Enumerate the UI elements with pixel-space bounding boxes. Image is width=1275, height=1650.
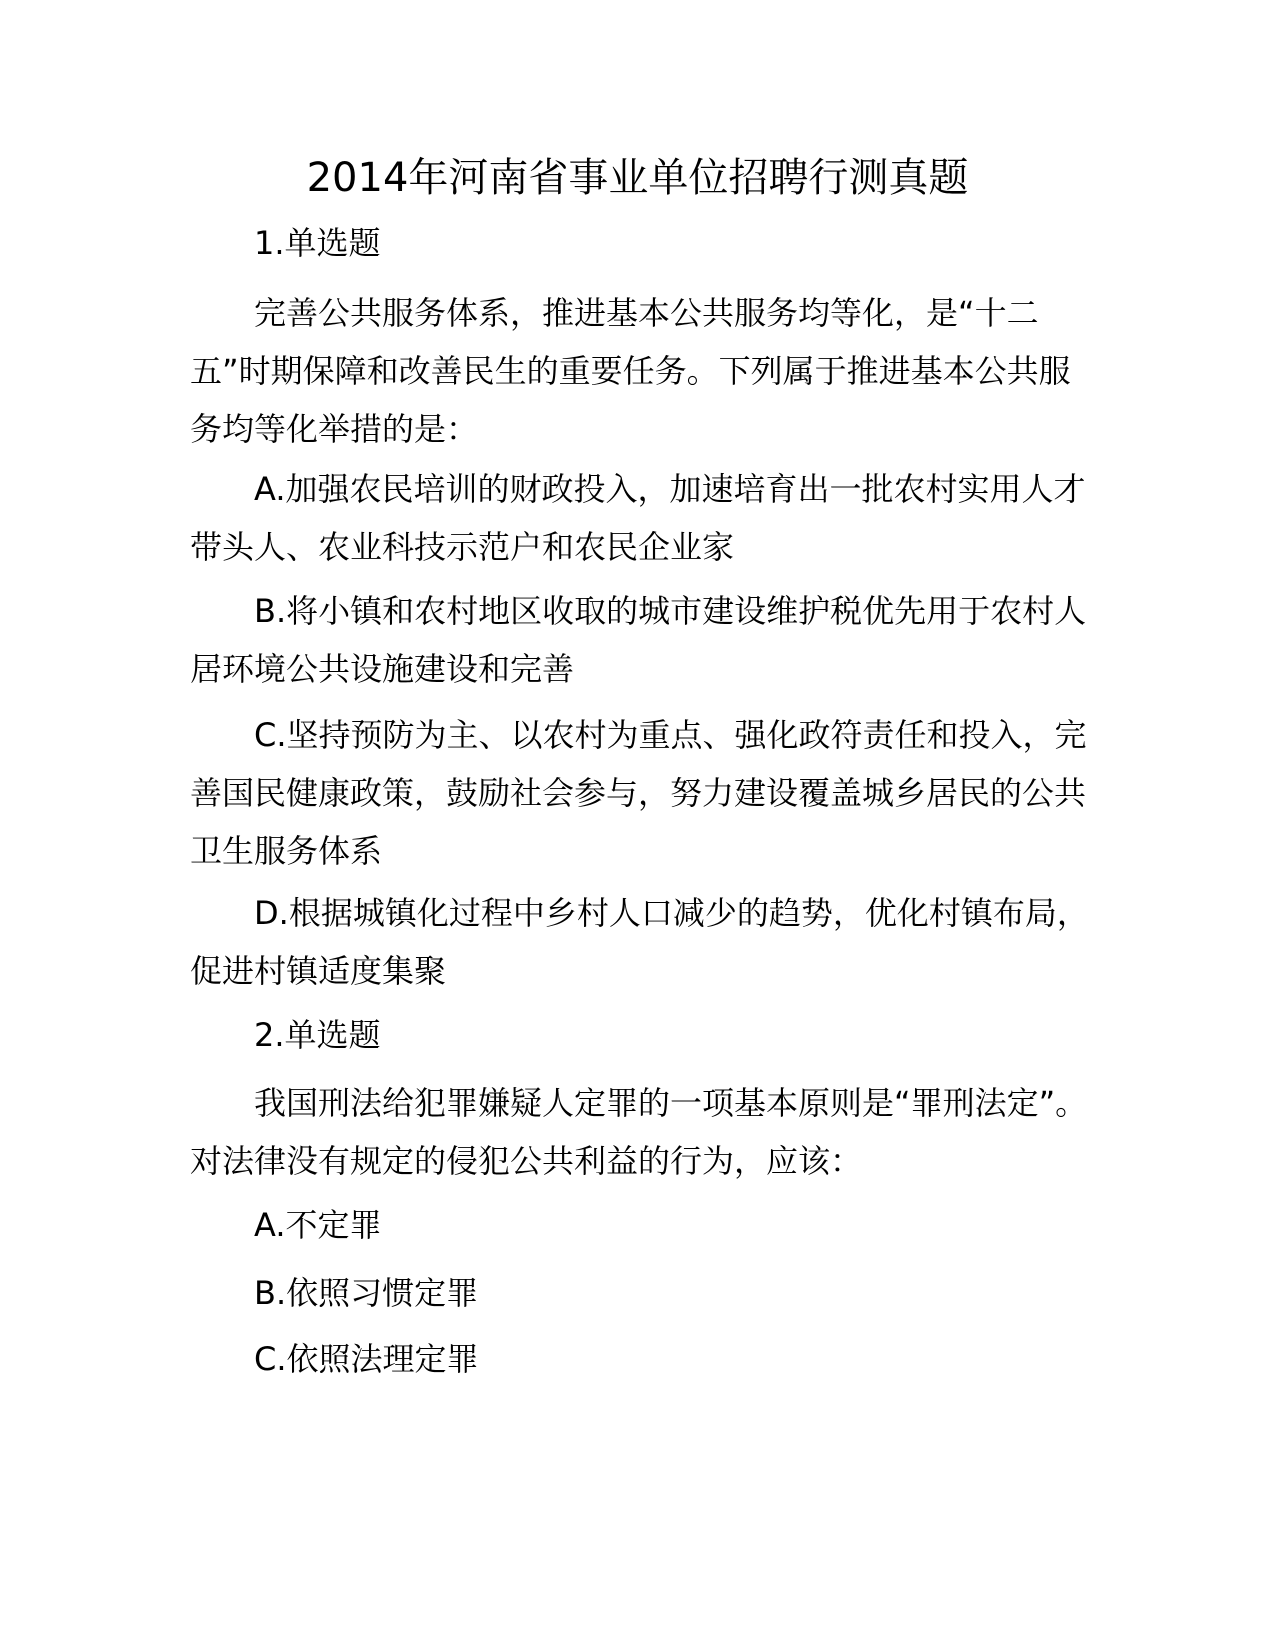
- question-2-label: 2.单选题: [254, 1016, 381, 1054]
- question-1-option-a: A.加强农民培训的财政投入，加速培育出一批农村实用人才带头人、农业科技示范户和农民企业家: [190, 470, 1086, 566]
- question-1-option-c: C.坚持预防为主、以农村为重点、强化政符责任和投入，完善国民健康政策，鼓励社会参与，努力建设覆盖城乡居民的公共卫生服务体系: [190, 716, 1087, 870]
- question-2-option-a: A.不定罪: [254, 1206, 382, 1244]
- question-1-stem: 完善公共服务体系，推进基本公共服务均等化，是“十二五”时期保障和改善民生的重要任务。下列属于推进基本公共服务均等化举措的是：: [190, 294, 1071, 448]
- page-title: 2014年河南省事业单位招聘行测真题: [306, 155, 969, 201]
- question-2-stem: 我国刑法给犯罪嫌疑人定罪的一项基本原则是“罪刑法定”。对法律没有规定的侵犯公共利益的行为，应该：: [190, 1084, 1088, 1180]
- question-2-option-c: C.依照法理定罪: [254, 1340, 479, 1378]
- question-1-option-d: D.根据城镇化过程中乡村人口减少的趋势，优化村镇布局，促进村镇适度集聚: [190, 894, 1089, 990]
- question-2-option-b: B.依照习惯定罪: [254, 1274, 479, 1312]
- question-1-label: 1.单选题: [254, 224, 381, 262]
- question-1-option-b: B.将小镇和农村地区收取的城市建设维护税优先用于农村人居环境公共设施建设和完善: [190, 592, 1087, 688]
